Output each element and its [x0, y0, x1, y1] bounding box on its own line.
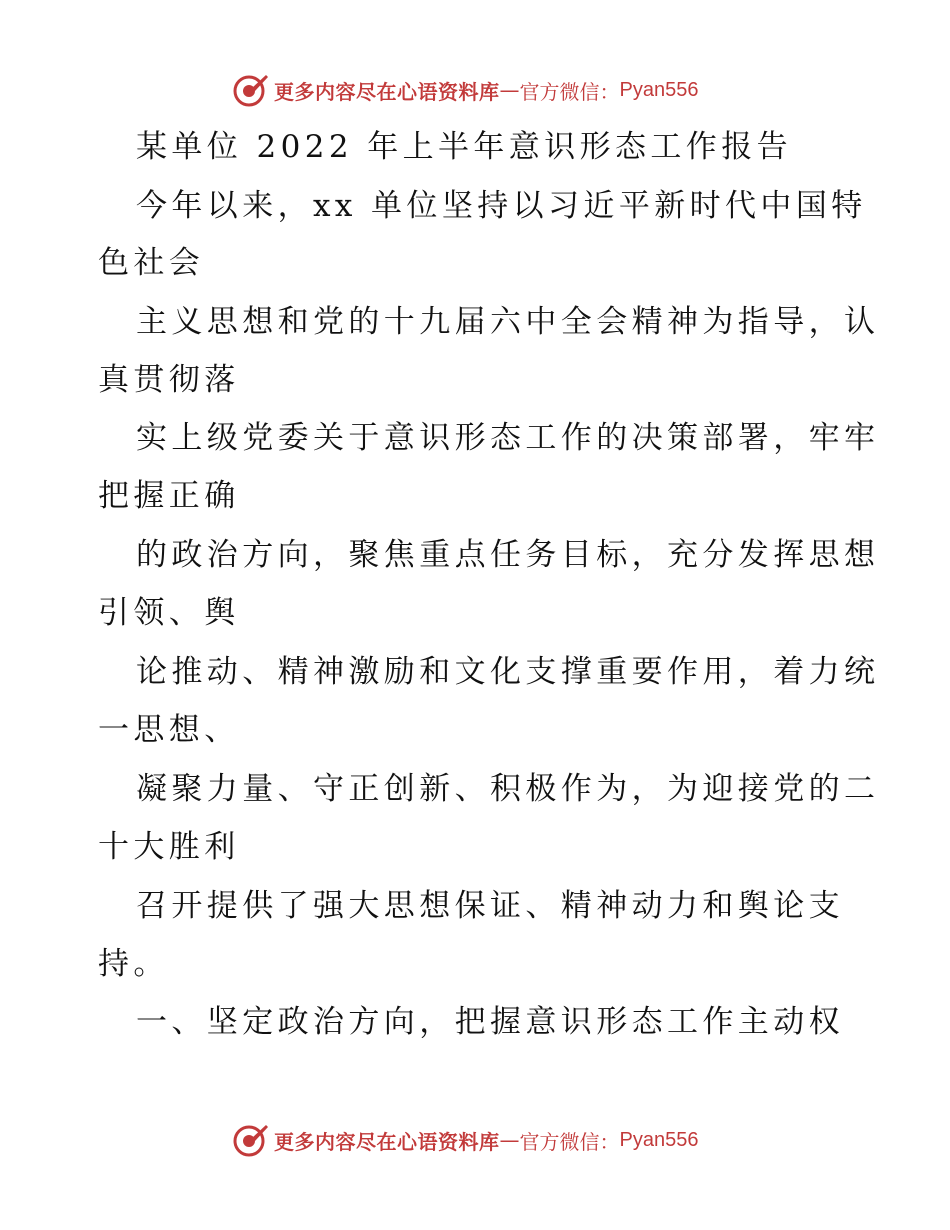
banner-dash: — [499, 1128, 520, 1152]
paragraph-line: 的政治方向，聚焦重点任务目标，充分发挥思想 [136, 537, 880, 573]
banner-wechat-id: Pyan556 [619, 1128, 699, 1151]
banner-wechat-label: 官方微信： [519, 79, 620, 104]
paragraph-line: 凝聚力量、守正创新、积极作为，为迎接党的二 [136, 771, 880, 807]
section-heading: 一、坚定政治方向，把握意识形态工作主动权 [136, 1004, 844, 1040]
paragraph-line: 把握正确 [98, 478, 240, 514]
paragraph-line: 十大胜利 [98, 829, 240, 865]
document-title: 某单位 2022 年上半年意识形态工作报告 [136, 129, 792, 165]
banner-text: 更多内容尽在心语资料库 [274, 1129, 500, 1154]
pen-logo-icon [232, 1122, 270, 1158]
paragraph-line: 主义思想和党的十九届六中全会精神为指导，认 [136, 304, 880, 340]
banner-wechat-id: Pyan556 [619, 78, 699, 101]
paragraph-line: 色社会 [98, 245, 205, 281]
paragraph-line: 论推动、精神激励和文化支撑重要作用，着力统 [136, 654, 880, 690]
paragraph-line: 一思想、 [98, 712, 240, 748]
paragraph-line: 真贯彻落 [98, 362, 240, 398]
banner-dash: — [499, 78, 520, 102]
footer-banner [232, 1120, 698, 1160]
banner-wechat-label: 官方微信： [519, 1129, 620, 1154]
paragraph-line: 今年以来，xx 单位坚持以习近平新时代中国特 [136, 188, 867, 224]
paragraph-line: 持。 [98, 946, 169, 982]
pen-logo-icon [232, 72, 270, 108]
header-banner [232, 70, 698, 110]
banner-text: 更多内容尽在心语资料库 [274, 79, 500, 104]
paragraph-line: 召开提供了强大思想保证、精神动力和舆论支 [136, 888, 844, 924]
paragraph-line: 引领、舆 [98, 595, 240, 631]
paragraph-line: 实上级党委关于意识形态工作的决策部署，牢牢 [136, 420, 880, 456]
